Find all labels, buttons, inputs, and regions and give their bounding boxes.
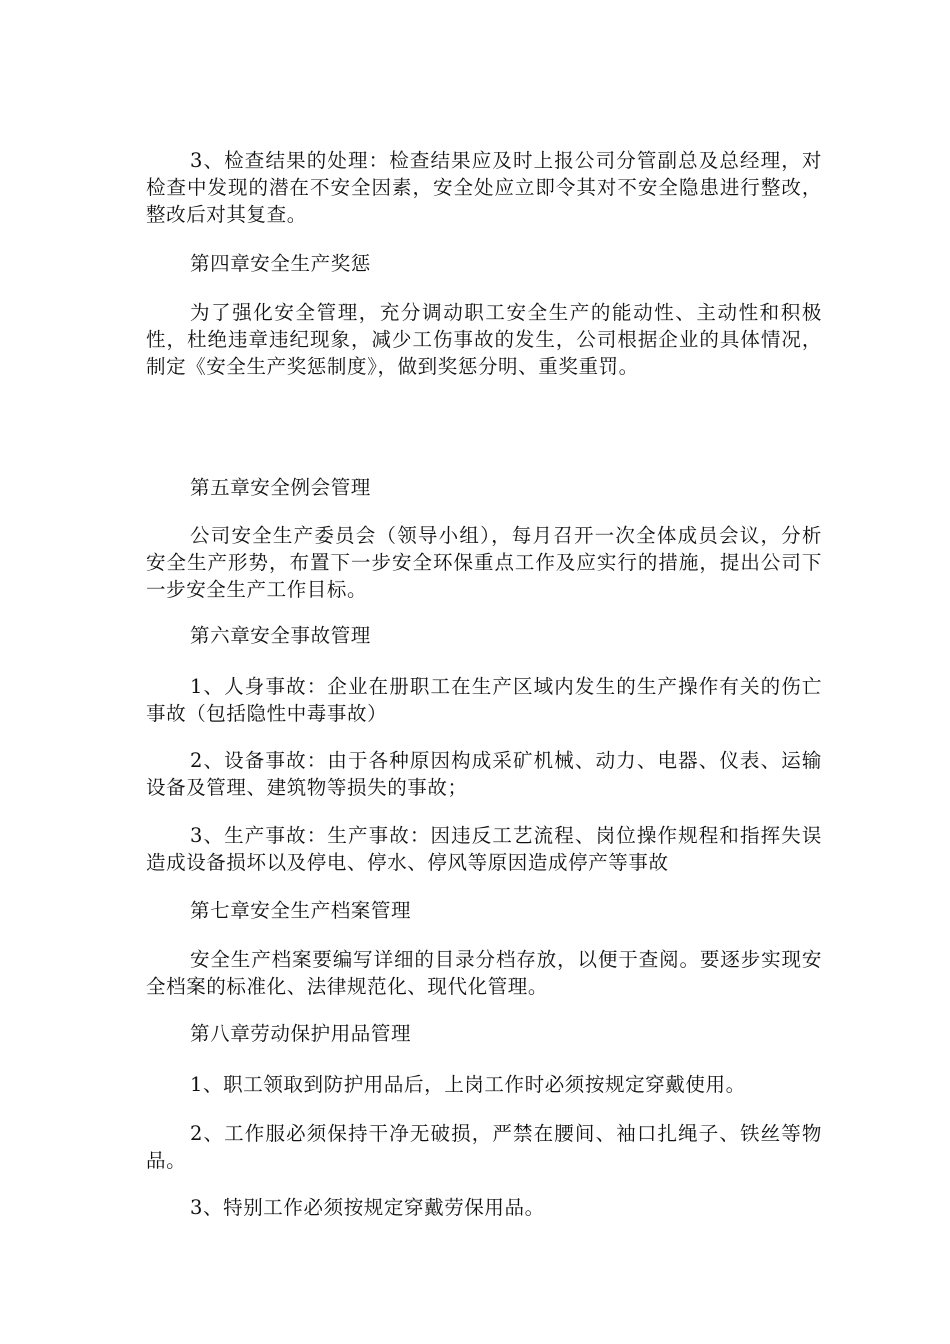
heading-chapter-4: 第四章安全生产奖惩 bbox=[190, 252, 371, 275]
paragraph-rewards-penalties: 为了强化安全管理，充分调动职工安全生产的能动性、主动性和积极性，杜绝违章违纪现象，减少工伤事故的发生，公司根据企业的具体情况，制定《安全生产奖惩制度》，做到奖惩分明、重奖重罚。 bbox=[146, 301, 822, 378]
paragraph-equipment-accident: 2、设备事故：由于各种原因构成采矿机械、动力、电器、仪表、运输设备及管理、建筑物等损失的事故； bbox=[146, 749, 822, 799]
paragraph-safety-archives: 安全生产档案要编写详细的目录分档存放，以便于查阅。要逐步实现安全档案的标准化、法律规范化、现代化管理。 bbox=[146, 948, 822, 998]
heading-chapter-6: 第六章安全事故管理 bbox=[190, 624, 371, 647]
paragraph-production-accident: 3、生产事故：生产事故：因违反工艺流程、岗位操作规程和指挥失误造成设备损坏以及停电、停水、停风等原因造成停产等事故 bbox=[146, 824, 822, 874]
paragraph-personal-accident: 1、人身事故：企业在册职工在生产区域内发生的生产操作有关的伤亡事故（包括隐性中毒事故） bbox=[146, 675, 822, 725]
heading-chapter-5: 第五章安全例会管理 bbox=[190, 476, 371, 499]
paragraph-protective-equipment-3: 3、特别工作必须按规定穿戴劳保用品。 bbox=[190, 1196, 545, 1219]
heading-chapter-8: 第八章劳动保护用品管理 bbox=[190, 1022, 412, 1045]
paragraph-inspection-results: 3、检查结果的处理：检查结果应及时上报公司分管副总及总经理，对检查中发现的潜在不安全因素，安全处应立即令其对不安全隐患进行整改，整改后对其复查。 bbox=[146, 149, 822, 226]
heading-chapter-7: 第七章安全生产档案管理 bbox=[190, 899, 412, 922]
paragraph-protective-equipment-2: 2、工作服必须保持干净无破损，严禁在腰间、袖口扎绳子、铁丝等物品。 bbox=[146, 1122, 822, 1172]
paragraph-safety-meeting: 公司安全生产委员会（领导小组），每月召开一次全体成员会议，分析安全生产形势，布置下一步安全环保重点工作及应实行的措施，提出公司下一步安全生产工作目标。 bbox=[146, 524, 822, 601]
paragraph-protective-equipment-1: 1、职工领取到防护用品后，上岗工作时必须按规定穿戴使用。 bbox=[190, 1073, 746, 1096]
